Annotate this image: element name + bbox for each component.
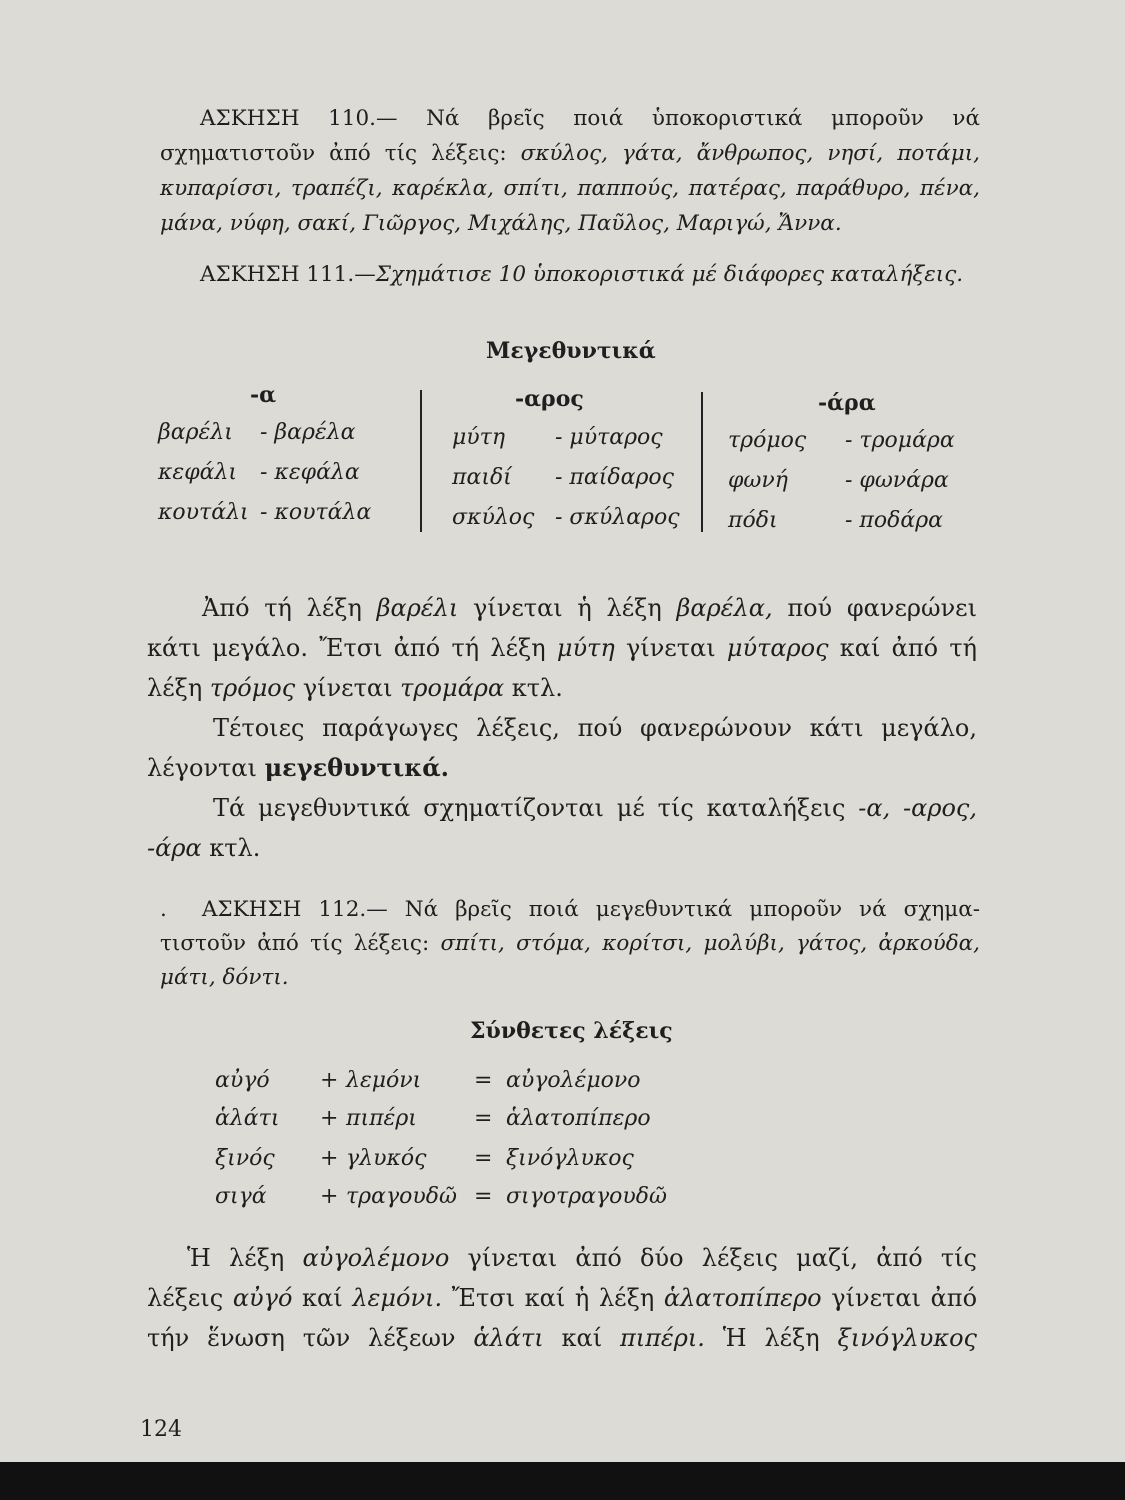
exercise-110-line-4: μάνα, νύφη, σακί, Γιῶργος, Μιχάλης, Παῦλος, Μαριγώ, Ἄννα. [160,211,842,236]
table-cell: πόδι [728,508,778,533]
exercise-112-label: ΑΣΚΗΣΗ 112.— [201,897,388,922]
compounds-heading: Σύνθετες λέξεις [470,1018,673,1044]
paragraph-4-line-2: λέξεις αὐγό καί λεμόνι. Ἔτσι καί ἡ λέξη ἁλατοπίπερο γίνεται ἀπό [147,1284,978,1312]
table-cell: - παίδαρος [555,465,674,490]
paragraph-3-line-1: Τά μεγεθυντικά σχηματίζονται μέ τίς καταλήξεις -α, -αρος, [213,794,977,822]
exercise-111-label: ΑΣΚΗΣΗ 111.— [200,262,376,287]
table-cell: - κουτάλα [260,500,372,525]
exercise-110-label: ΑΣΚΗΣΗ 110.— [200,106,398,131]
table-cell: τρόμος [728,428,807,453]
compound-part-b: γλυκός [346,1146,427,1171]
equals-sign: = [474,1184,493,1209]
exercise-112-bullet: . [160,897,167,922]
paragraph-3-line-2: -άρα κτλ. [147,834,261,862]
table-cell: - βαρέλα [260,420,356,445]
compound-result: αὐγολέμονο [506,1068,641,1093]
equals-sign: = [474,1068,493,1093]
compound-part-b: λεμόνι [346,1068,422,1093]
plus-sign: + [320,1184,339,1209]
exercise-112-intro: Νά βρεῖς ποιά μεγεθυντικά μποροῦν νά σχημα- [404,897,980,922]
table-cell: βαρέλι [158,420,233,445]
paragraph-4-line-3: τήν ἕνωση τῶν λέξεων ἁλάτι καί πιπέρι. Ἡ λέξη ξινόγλυκος [147,1324,977,1352]
table-cell: - φωνάρα [845,468,949,493]
table-cell: φωνή [728,468,788,493]
compound-part-a: ἁλάτι [215,1106,280,1131]
equals-sign: = [474,1106,493,1131]
exercise-110-words: σκύλος, γάτα, ἄνθρωπος, νησί, ποτάμι, [520,141,980,166]
compound-result: ξινόγλυκος [506,1146,634,1171]
compound-part-b: τραγουδῶ [346,1184,457,1209]
column-1-suffix: -α [250,382,277,408]
compound-part-a: αὐγό [215,1068,270,1093]
exercise-110-line-2: σχηματιστοῦν ἀπό τίς λέξεις: σκύλος, γάτα, ἄνθρωπος, νησί, ποτάμι, [160,141,980,166]
column-divider-2 [701,392,703,532]
table-cell: - μύταρος [555,425,663,450]
exercise-111-text: Σχημάτισε 10 ὑποκοριστικά μέ διάφορες καταλήξεις. [375,262,964,287]
table-cell: παιδί [452,465,512,490]
table-cell: μύτη [452,425,506,450]
paragraph-1-line-1: Ἀπό τή λέξη βαρέλι γίνεται ἡ λέξη βαρέλα, πού φανερώνει [202,594,978,622]
compound-part-a: σιγά [215,1184,267,1209]
compound-part-a: ξινός [215,1146,275,1171]
page-number: 124 [140,1417,182,1442]
plus-sign: + [320,1068,339,1093]
paragraph-1-line-3: λέξη τρόμος γίνεται τρομάρα κτλ. [147,674,563,702]
table-cell: - σκύλαρος [555,505,680,530]
exercise-112-words: σπίτι, στόμα, κορίτσι, μολύβι, γάτος, ἀρκούδα, [440,931,980,956]
paragraph-2-line-2: λέγονται μεγεθυντικά. [147,753,450,782]
exercise-112-line-3: μάτι, δόντι. [160,965,289,990]
compound-result: σιγοτραγουδῶ [506,1184,667,1209]
column-3-suffix: -άρα [818,390,876,416]
table-cell: κεφάλι [158,460,238,485]
table-cell: - ποδάρα [845,508,944,533]
paragraph-4-line-1: Ἡ λέξη αὐγολέμονο γίνεται ἀπό δύο λέξεις μαζί, ἀπό τίς [187,1244,978,1272]
table-cell: κουτάλι [158,500,249,525]
exercise-110-line-1 [160,102,980,135]
column-2-suffix: -αρος [515,386,584,412]
exercise-112-line-1 [160,893,980,926]
exercise-111 [160,258,980,291]
compound-part-b: πιπέρι [346,1106,417,1131]
exercise-112-line-2: τιστοῦν ἀπό τίς λέξεις: σπίτι, στόμα, κορίτσι, μολύβι, γάτος, ἀρκούδα, [160,931,980,956]
scan-edge [0,1462,1125,1500]
table-cell: - τρομάρα [845,428,955,453]
paragraph-2-line-1: Τέτοιες παράγωγες λέξεις, πού φανερώνουν κάτι μεγάλο, [213,714,977,742]
compound-result: ἁλατοπίπερο [506,1106,651,1131]
column-divider-1 [420,390,422,532]
plus-sign: + [320,1106,339,1131]
table-cell: σκύλος [452,505,535,530]
term-augmentatives: μεγεθυντικά. [264,753,450,782]
exercise-110-line-3: κυπαρίσσι, τραπέζι, καρέκλα, σπίτι, παππούς, πατέρας, παράθυρο, πένα, [160,176,980,201]
exercise-110-intro: Νά βρεῖς ποιά ὑποκοριστικά μποροῦν νά [426,106,981,131]
augmentatives-heading: Μεγεθυντικά [486,338,656,364]
paragraph-1-line-2: κάτι μεγάλο. Ἔτσι ἀπό τή λέξη μύτη γίνεται μύταρος καί ἀπό τή [147,634,977,662]
equals-sign: = [474,1146,493,1171]
table-cell: - κεφάλα [260,460,360,485]
plus-sign: + [320,1146,339,1171]
